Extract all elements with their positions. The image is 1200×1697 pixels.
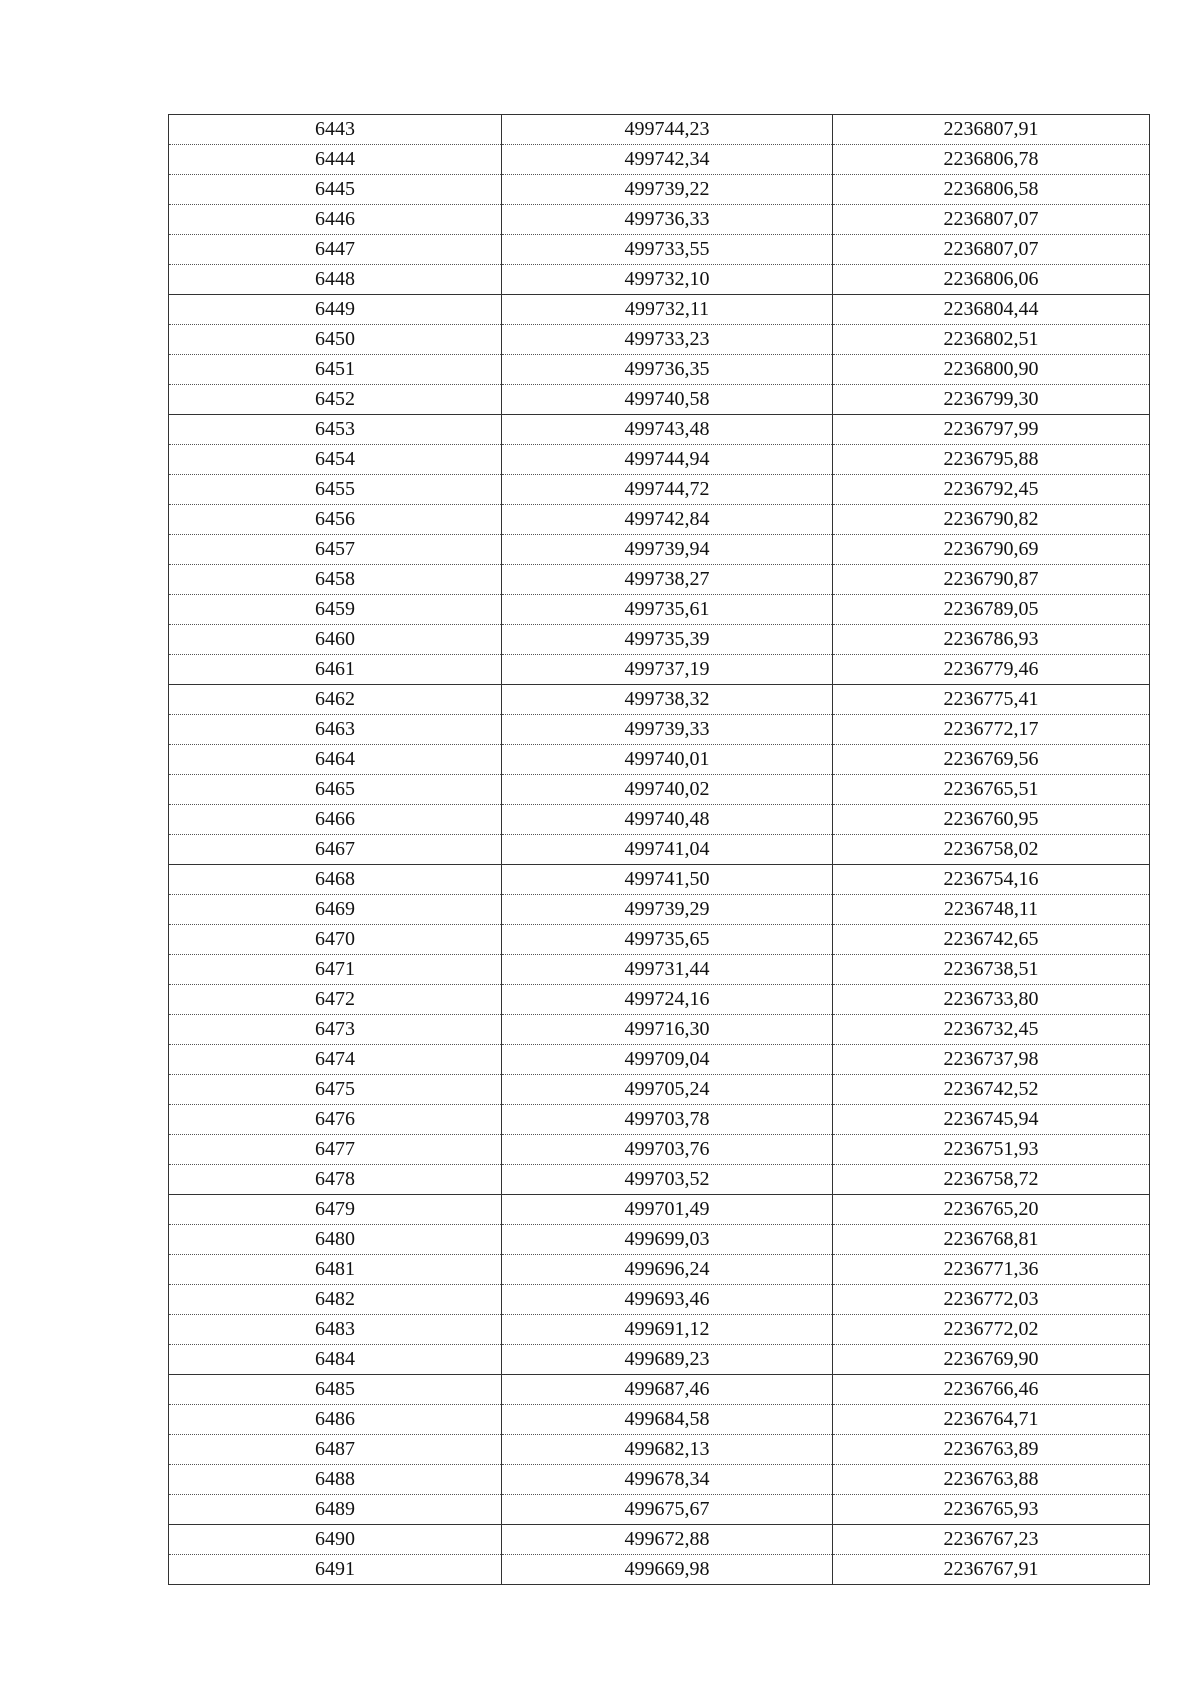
point-number-cell: 6443 — [169, 115, 502, 145]
y-coordinate-cell: 2236737,98 — [833, 1045, 1150, 1075]
x-coordinate-cell: 499716,30 — [502, 1015, 833, 1045]
table-row — [169, 235, 1150, 265]
y-coordinate-cell: 2236786,93 — [833, 625, 1150, 655]
table-row — [169, 145, 1150, 175]
point-number-cell: 6472 — [169, 985, 502, 1015]
x-coordinate-cell: 499740,58 — [502, 385, 833, 415]
y-coordinate-cell: 2236765,20 — [833, 1195, 1150, 1225]
point-number-cell: 6473 — [169, 1015, 502, 1045]
point-number-cell: 6475 — [169, 1075, 502, 1105]
point-number-cell: 6480 — [169, 1225, 502, 1255]
table-row — [169, 265, 1150, 295]
x-coordinate-cell: 499735,61 — [502, 595, 833, 625]
x-coordinate-cell: 499743,48 — [502, 415, 833, 445]
x-coordinate-cell: 499735,39 — [502, 625, 833, 655]
point-number-cell: 6447 — [169, 235, 502, 265]
point-number-cell: 6456 — [169, 505, 502, 535]
point-number-cell: 6477 — [169, 1135, 502, 1165]
x-coordinate-cell: 499742,84 — [502, 505, 833, 535]
y-coordinate-cell: 2236806,06 — [833, 265, 1150, 295]
point-number-cell: 6482 — [169, 1285, 502, 1315]
x-coordinate-cell: 499699,03 — [502, 1225, 833, 1255]
point-number-cell: 6478 — [169, 1165, 502, 1195]
point-number-cell: 6488 — [169, 1465, 502, 1495]
table-row — [169, 1135, 1150, 1165]
point-number-cell: 6450 — [169, 325, 502, 355]
y-coordinate-cell: 2236769,56 — [833, 745, 1150, 775]
x-coordinate-cell: 499687,46 — [502, 1375, 833, 1405]
point-number-cell: 6460 — [169, 625, 502, 655]
point-number-cell: 6487 — [169, 1435, 502, 1465]
y-coordinate-cell: 2236804,44 — [833, 295, 1150, 325]
x-coordinate-cell: 499669,98 — [502, 1555, 833, 1585]
table-row — [169, 655, 1150, 685]
table-row — [169, 1105, 1150, 1135]
y-coordinate-cell: 2236772,02 — [833, 1315, 1150, 1345]
x-coordinate-cell: 499689,23 — [502, 1345, 833, 1375]
y-coordinate-cell: 2236790,69 — [833, 535, 1150, 565]
y-coordinate-cell: 2236806,58 — [833, 175, 1150, 205]
table-row — [169, 1255, 1150, 1285]
table-row — [169, 745, 1150, 775]
y-coordinate-cell: 2236769,90 — [833, 1345, 1150, 1375]
table-row — [169, 1045, 1150, 1075]
table-row — [169, 685, 1150, 715]
x-coordinate-cell: 499737,19 — [502, 655, 833, 685]
point-number-cell: 6451 — [169, 355, 502, 385]
table-row — [169, 175, 1150, 205]
table-row — [169, 325, 1150, 355]
point-number-cell: 6476 — [169, 1105, 502, 1135]
point-number-cell: 6466 — [169, 805, 502, 835]
x-coordinate-cell: 499736,33 — [502, 205, 833, 235]
point-number-cell: 6469 — [169, 895, 502, 925]
y-coordinate-cell: 2236807,07 — [833, 235, 1150, 265]
y-coordinate-cell: 2236751,93 — [833, 1135, 1150, 1165]
table-row — [169, 985, 1150, 1015]
point-number-cell: 6474 — [169, 1045, 502, 1075]
y-coordinate-cell: 2236779,46 — [833, 655, 1150, 685]
y-coordinate-cell: 2236771,36 — [833, 1255, 1150, 1285]
x-coordinate-cell: 499703,52 — [502, 1165, 833, 1195]
table-row — [169, 1165, 1150, 1195]
table-row — [169, 565, 1150, 595]
table-row — [169, 1555, 1150, 1585]
point-number-cell: 6448 — [169, 265, 502, 295]
point-number-cell: 6444 — [169, 145, 502, 175]
y-coordinate-cell: 2236767,91 — [833, 1555, 1150, 1585]
y-coordinate-cell: 2236790,87 — [833, 565, 1150, 595]
point-number-cell: 6445 — [169, 175, 502, 205]
y-coordinate-cell: 2236765,93 — [833, 1495, 1150, 1525]
table-row — [169, 1015, 1150, 1045]
x-coordinate-cell: 499741,04 — [502, 835, 833, 865]
x-coordinate-cell: 499733,23 — [502, 325, 833, 355]
y-coordinate-cell: 2236738,51 — [833, 955, 1150, 985]
coordinates-table-page — [168, 114, 1149, 1585]
y-coordinate-cell: 2236742,65 — [833, 925, 1150, 955]
y-coordinate-cell: 2236795,88 — [833, 445, 1150, 475]
y-coordinate-cell: 2236742,52 — [833, 1075, 1150, 1105]
x-coordinate-cell: 499739,29 — [502, 895, 833, 925]
y-coordinate-cell: 2236763,88 — [833, 1465, 1150, 1495]
x-coordinate-cell: 499738,32 — [502, 685, 833, 715]
y-coordinate-cell: 2236758,02 — [833, 835, 1150, 865]
x-coordinate-cell: 499739,94 — [502, 535, 833, 565]
point-number-cell: 6463 — [169, 715, 502, 745]
table-row — [169, 925, 1150, 955]
y-coordinate-cell: 2236745,94 — [833, 1105, 1150, 1135]
point-number-cell: 6489 — [169, 1495, 502, 1525]
point-number-cell: 6467 — [169, 835, 502, 865]
point-number-cell: 6449 — [169, 295, 502, 325]
point-number-cell: 6457 — [169, 535, 502, 565]
point-number-cell: 6468 — [169, 865, 502, 895]
y-coordinate-cell: 2236732,45 — [833, 1015, 1150, 1045]
table-row — [169, 805, 1150, 835]
point-number-cell: 6471 — [169, 955, 502, 985]
x-coordinate-cell: 499739,33 — [502, 715, 833, 745]
y-coordinate-cell: 2236775,41 — [833, 685, 1150, 715]
x-coordinate-cell: 499682,13 — [502, 1435, 833, 1465]
point-number-cell: 6481 — [169, 1255, 502, 1285]
point-number-cell: 6452 — [169, 385, 502, 415]
x-coordinate-cell: 499733,55 — [502, 235, 833, 265]
y-coordinate-cell: 2236807,91 — [833, 115, 1150, 145]
table-row — [169, 385, 1150, 415]
x-coordinate-cell: 499742,34 — [502, 145, 833, 175]
table-row — [169, 115, 1150, 145]
point-number-cell: 6461 — [169, 655, 502, 685]
table-body — [169, 115, 1150, 1585]
x-coordinate-cell: 499705,24 — [502, 1075, 833, 1105]
table-row — [169, 205, 1150, 235]
y-coordinate-cell: 2236766,46 — [833, 1375, 1150, 1405]
point-number-cell: 6490 — [169, 1525, 502, 1555]
table-row — [169, 865, 1150, 895]
y-coordinate-cell: 2236768,81 — [833, 1225, 1150, 1255]
x-coordinate-cell: 499744,94 — [502, 445, 833, 475]
y-coordinate-cell: 2236799,30 — [833, 385, 1150, 415]
y-coordinate-cell: 2236765,51 — [833, 775, 1150, 805]
point-number-cell: 6486 — [169, 1405, 502, 1435]
y-coordinate-cell: 2236800,90 — [833, 355, 1150, 385]
point-number-cell: 6453 — [169, 415, 502, 445]
table-row — [169, 835, 1150, 865]
x-coordinate-cell: 499732,11 — [502, 295, 833, 325]
table-row — [169, 1465, 1150, 1495]
point-number-cell: 6491 — [169, 1555, 502, 1585]
y-coordinate-cell: 2236806,78 — [833, 145, 1150, 175]
y-coordinate-cell: 2236802,51 — [833, 325, 1150, 355]
table-row — [169, 1285, 1150, 1315]
point-number-cell: 6464 — [169, 745, 502, 775]
point-number-cell: 6462 — [169, 685, 502, 715]
point-number-cell: 6458 — [169, 565, 502, 595]
x-coordinate-cell: 499696,24 — [502, 1255, 833, 1285]
table-row — [169, 955, 1150, 985]
point-number-cell: 6455 — [169, 475, 502, 505]
table-row — [169, 295, 1150, 325]
x-coordinate-cell: 499684,58 — [502, 1405, 833, 1435]
y-coordinate-cell: 2236760,95 — [833, 805, 1150, 835]
x-coordinate-cell: 499740,48 — [502, 805, 833, 835]
point-number-cell: 6470 — [169, 925, 502, 955]
x-coordinate-cell: 499675,67 — [502, 1495, 833, 1525]
point-number-cell: 6479 — [169, 1195, 502, 1225]
y-coordinate-cell: 2236764,71 — [833, 1405, 1150, 1435]
x-coordinate-cell: 499724,16 — [502, 985, 833, 1015]
y-coordinate-cell: 2236733,80 — [833, 985, 1150, 1015]
table-row — [169, 775, 1150, 805]
point-number-cell: 6446 — [169, 205, 502, 235]
table-row — [169, 415, 1150, 445]
x-coordinate-cell: 499738,27 — [502, 565, 833, 595]
table-row — [169, 475, 1150, 505]
table-row — [169, 355, 1150, 385]
x-coordinate-cell: 499691,12 — [502, 1315, 833, 1345]
x-coordinate-cell: 499735,65 — [502, 925, 833, 955]
y-coordinate-cell: 2236807,07 — [833, 205, 1150, 235]
y-coordinate-cell: 2236763,89 — [833, 1435, 1150, 1465]
table-row — [169, 1195, 1150, 1225]
x-coordinate-cell: 499678,34 — [502, 1465, 833, 1495]
table-row — [169, 625, 1150, 655]
x-coordinate-cell: 499744,72 — [502, 475, 833, 505]
y-coordinate-cell: 2236748,11 — [833, 895, 1150, 925]
x-coordinate-cell: 499672,88 — [502, 1525, 833, 1555]
x-coordinate-cell: 499739,22 — [502, 175, 833, 205]
table-row — [169, 1075, 1150, 1105]
table-row — [169, 505, 1150, 535]
table-row — [169, 715, 1150, 745]
table-row — [169, 1405, 1150, 1435]
point-number-cell: 6485 — [169, 1375, 502, 1405]
x-coordinate-cell: 499740,02 — [502, 775, 833, 805]
y-coordinate-cell: 2236797,99 — [833, 415, 1150, 445]
x-coordinate-cell: 499701,49 — [502, 1195, 833, 1225]
point-number-cell: 6454 — [169, 445, 502, 475]
x-coordinate-cell: 499736,35 — [502, 355, 833, 385]
table-row — [169, 445, 1150, 475]
x-coordinate-cell: 499741,50 — [502, 865, 833, 895]
table-row — [169, 1495, 1150, 1525]
table-row — [169, 1375, 1150, 1405]
table-row — [169, 1435, 1150, 1465]
y-coordinate-cell: 2236772,17 — [833, 715, 1150, 745]
table-row — [169, 1525, 1150, 1555]
x-coordinate-cell: 499740,01 — [502, 745, 833, 775]
x-coordinate-cell: 499709,04 — [502, 1045, 833, 1075]
x-coordinate-cell: 499693,46 — [502, 1285, 833, 1315]
y-coordinate-cell: 2236792,45 — [833, 475, 1150, 505]
table-row — [169, 895, 1150, 925]
x-coordinate-cell: 499703,76 — [502, 1135, 833, 1165]
y-coordinate-cell: 2236790,82 — [833, 505, 1150, 535]
table-row — [169, 1315, 1150, 1345]
point-number-cell: 6483 — [169, 1315, 502, 1345]
x-coordinate-cell: 499732,10 — [502, 265, 833, 295]
table-row — [169, 1225, 1150, 1255]
y-coordinate-cell: 2236767,23 — [833, 1525, 1150, 1555]
coordinates-table — [168, 114, 1150, 1585]
y-coordinate-cell: 2236758,72 — [833, 1165, 1150, 1195]
table-row — [169, 1345, 1150, 1375]
point-number-cell: 6465 — [169, 775, 502, 805]
point-number-cell: 6484 — [169, 1345, 502, 1375]
x-coordinate-cell: 499744,23 — [502, 115, 833, 145]
y-coordinate-cell: 2236772,03 — [833, 1285, 1150, 1315]
x-coordinate-cell: 499703,78 — [502, 1105, 833, 1135]
x-coordinate-cell: 499731,44 — [502, 955, 833, 985]
table-row — [169, 535, 1150, 565]
y-coordinate-cell: 2236754,16 — [833, 865, 1150, 895]
y-coordinate-cell: 2236789,05 — [833, 595, 1150, 625]
point-number-cell: 6459 — [169, 595, 502, 625]
table-row — [169, 595, 1150, 625]
